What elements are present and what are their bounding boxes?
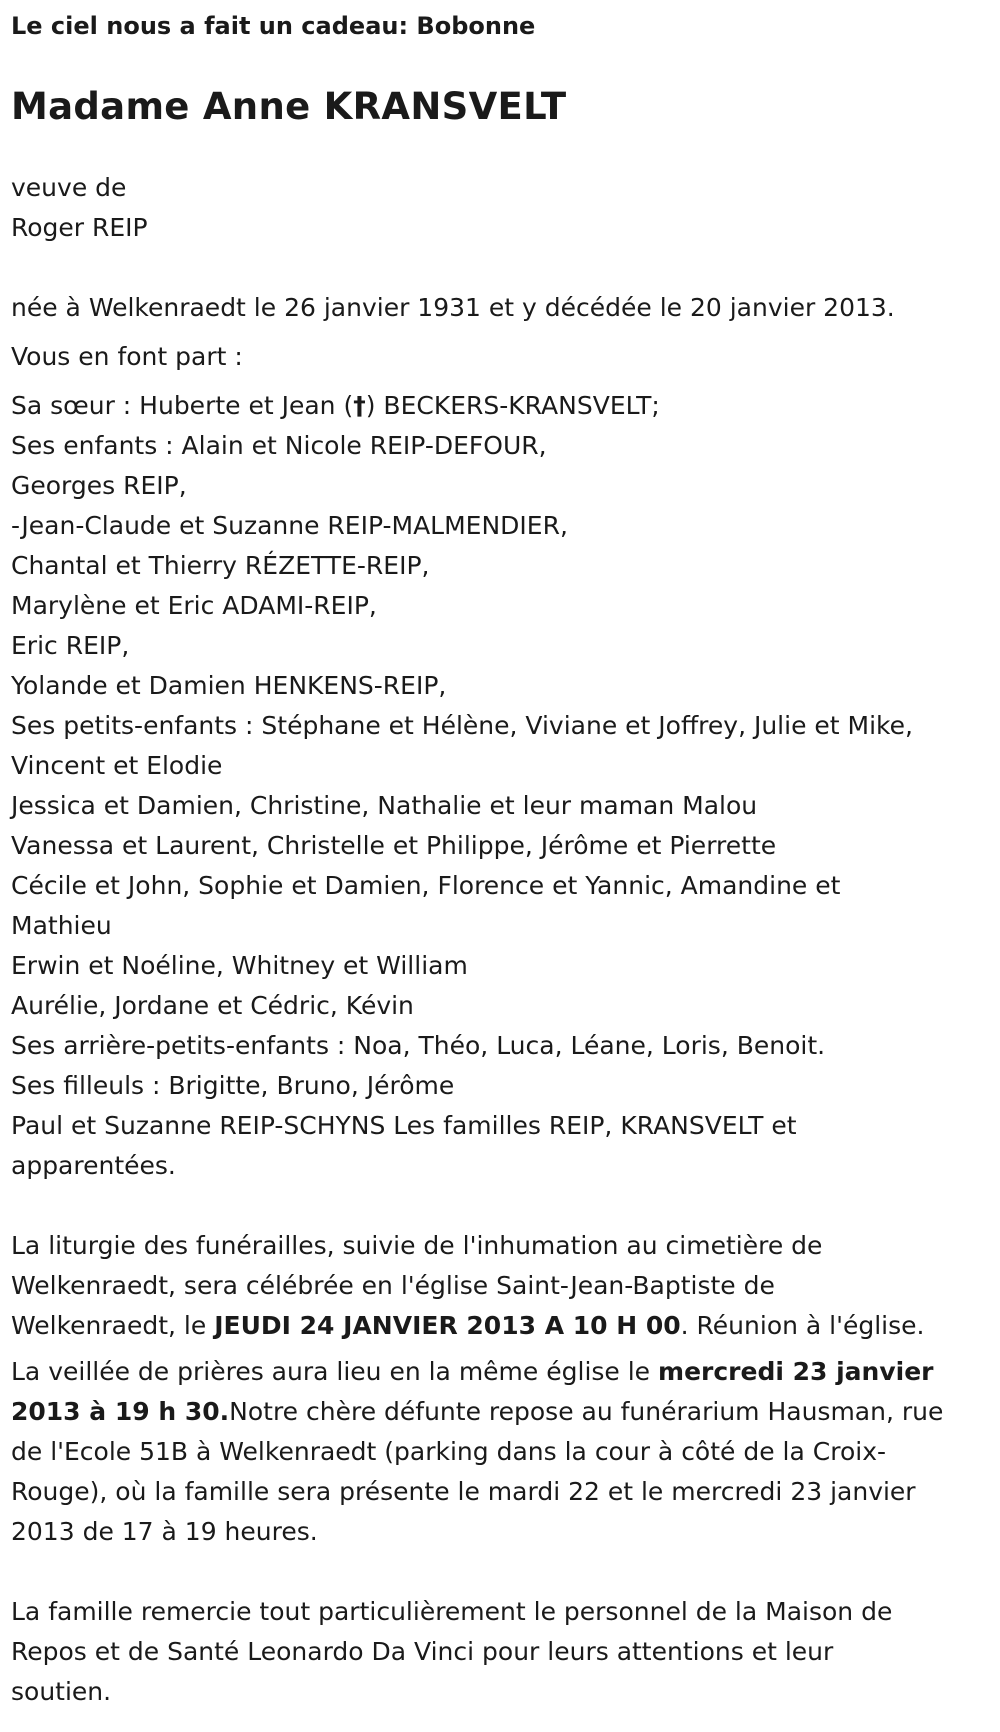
family-line: Eric REIP, [11,631,130,660]
family-list [11,386,989,1186]
family-line: Ses arrière-petits-enfants : Noa, Théo, Luca, Léane, Loris, Benoit. [11,1031,826,1060]
liturgy-info [11,1226,989,1346]
liturgy-line: Welkenraedt, sera célébrée en l'église Saint-Jean-Baptiste de [11,1271,775,1300]
vigil-line: de l'Ecole 51B à Welkenraedt (parking dans la cour à côté de la Croix- [11,1437,887,1466]
family-line: apparentées. [11,1151,176,1180]
thanks-info [11,1592,989,1712]
widow-info [11,168,989,248]
spouse-name: Roger REIP [11,213,148,242]
vigil-line: Rouge), où la famille sera présente le mardi 22 et le mercredi 23 janvier [11,1477,916,1506]
liturgy-line [11,1306,989,1346]
sister-text-before: Sa sœur : Huberte et Jean ( [11,391,354,420]
vigil-text: La veillée de prières aura lieu en la même église le [11,1357,659,1386]
vigil-date-time: 2013 à 19 h 30. [11,1397,230,1426]
family-line-sister [11,386,989,426]
thanks-line: La famille remercie tout particulièrement le personnel de la Maison de [11,1597,893,1626]
vigil-line [11,1352,989,1392]
family-line: Mathieu [11,911,112,940]
cross-icon: † [353,391,366,420]
family-line: Vanessa et Laurent, Christelle et Philippe, Jérôme et Pierrette [11,831,777,860]
birth-death-info: née à Welkenraedt le 26 janvier 1931 et y décédée le 20 janvier 2013. [11,293,895,322]
family-line: Erwin et Noéline, Whitney et William [11,951,468,980]
vigil-line [11,1392,989,1432]
subtitle: Le ciel nous a fait un cadeau: Bobonne [11,12,536,40]
vigil-text: Notre chère défunte repose au funérarium Hausman, rue [229,1397,944,1426]
family-line: Aurélie, Jordane et Cédric, Kévin [11,991,414,1020]
liturgy-line: La liturgie des funérailles, suivie de l'inhumation au cimetière de [11,1231,823,1260]
liturgy-text: Welkenraedt, le [11,1311,215,1340]
widow-line: veuve de [11,173,127,202]
family-line: Jessica et Damien, Christine, Nathalie et leur maman Malou [11,791,758,820]
thanks-line: soutien. [11,1677,112,1706]
announcement-intro: Vous en font part : [11,342,243,371]
family-line: Ses enfants : Alain et Nicole REIP-DEFOUR, [11,431,547,460]
family-line: Chantal et Thierry RÉZETTE-REIP, [11,551,430,580]
family-line: Vincent et Elodie [11,751,223,780]
liturgy-text: . Réunion à l'église. [680,1311,925,1340]
vigil-info [11,1352,989,1552]
family-line: Georges REIP, [11,471,187,500]
family-line: Ses petits-enfants : Stéphane et Hélène, Viviane et Joffrey, Julie et Mike, [11,711,913,740]
funeral-date: JEUDI 24 JANVIER 2013 A 10 H 00 [214,1311,681,1340]
family-line: Ses filleuls : Brigitte, Bruno, Jérôme [11,1071,455,1100]
sister-text-after: ) BECKERS-KRANSVELT; [365,391,660,420]
family-line: Paul et Suzanne REIP-SCHYNS Les familles REIP, KRANSVELT et [11,1111,797,1140]
vigil-line: 2013 de 17 à 19 heures. [11,1517,318,1546]
family-line: -Jean-Claude et Suzanne REIP-MALMENDIER, [11,511,568,540]
page-title: Madame Anne KRANSVELT [11,85,567,128]
vigil-date: mercredi 23 janvier [658,1357,934,1386]
family-line: Marylène et Eric ADAMI-REIP, [11,591,377,620]
thanks-line: Repos et de Santé Leonardo Da Vinci pour leurs attentions et leur [11,1637,834,1666]
family-line: Cécile et John, Sophie et Damien, Florence et Yannic, Amandine et [11,871,841,900]
family-line: Yolande et Damien HENKENS-REIP, [11,671,447,700]
